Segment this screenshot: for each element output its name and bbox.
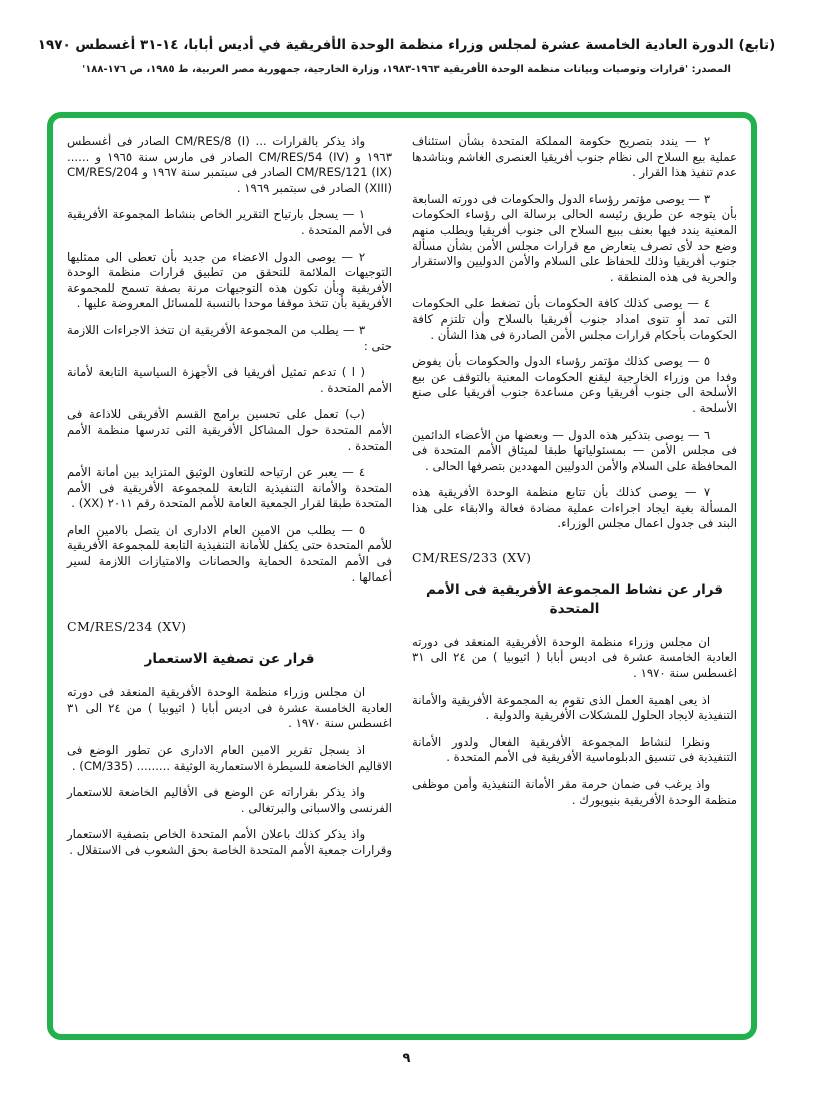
header-source-citation: المصدر: 'قرارات وتوصيات وبيانات منظمة الوحدة الأفريقية ١٩٦٣-١٩٨٣، وزارة الخارجية، جمهورية مصر العربية، ط ١٩٨٥، ص ١٧٦-١٨٨' bbox=[82, 63, 731, 75]
resolution-code-233: CM/RES/233 (XV) bbox=[412, 550, 532, 566]
subparagraph-b: (ب) تعمل على تحسين برامج القسم الأفريقى للاذاعة فى الأمم المتحدة حول المشاكل الأفريقية التى تدرسها منظمة الأمم المتحدة . bbox=[67, 407, 392, 453]
paragraph-2: ٢ — يندد بتصريح حكومة المملكة المتحدة بشأن استئناف عملية بيع السلاح الى نظام جنوب أفريقيا العنصرى الغاشم وبناشدها عدم تنفيذ هذا القرار . bbox=[412, 134, 737, 180]
resolution-title-233: قرار عن نشاط المجموعة الأفريقية فى الأمم المتحدة bbox=[425, 582, 724, 617]
resolution-234-preamble-1: ان مجلس وزراء منظمة الوحدة الأفريقية المنعقد فى دورته العادية الخامسة عشرة فى اديس أبابا ( اثيوبيا ) من ٢٤ الى ٣١ اغسطس سنة ١٩٧٠ . bbox=[67, 685, 392, 731]
resolution-233-preamble-4: واذ يرغب فى ضمان حرمة مقر الأمانة التنفيذية وأمن موظفى منظمة الوحدة الأفريقية بنيويورك . bbox=[412, 777, 737, 807]
paragraph-4: ٤ — يعبر عن ارتياحه للتعاون الوثيق المتزايد بين أمانة الأمم المتحدة والأمانة التنفيذية التابعة للمجموعة الأفريقية فى الأمم المتحدة طبقا لقرار الجمعية العامة للأمم المتحدة رقم ٢٠١١ (XX) . bbox=[67, 465, 392, 511]
paragraph-5: ٥ — يوصى كذلك مؤتمر رؤساء الدول والحكومات بأن يفوض وفدا من وزراء الخارجية ليقنع الحكومات المعنية بالتوقف عن بيع الأسلحة الى جنوب أفريقيا وعن مساعدة جنوب أفريقيا على صنع الأسلحة . bbox=[412, 354, 737, 415]
subparagraph-a: ( ا ) تدعم تمثيل أفريقيا فى الأجهزة السياسية التابعة لأمانة الأمم المتحدة . bbox=[67, 365, 392, 395]
highlighted-content-box bbox=[47, 112, 757, 1040]
resolution-title-234: قرار عن تصفية الاستعمار bbox=[144, 651, 315, 668]
column-right bbox=[412, 134, 737, 1024]
resolution-234-preamble-3: واذ يذكر بقراراته عن الوضع فى الأقاليم الخاضعة للاستعمار الفرنسى والاسبانى والبرتغالى . bbox=[67, 785, 392, 815]
page-number: ٩ bbox=[402, 1051, 411, 1066]
paragraph-4: ٤ — يوصى كذلك كافة الحكومات بأن تضغط على الحكومات التى تمد أو تنوى امداد جنوب أفريقيا بالسلاح وأن تلتزم كافة الحكومات بأحكام قرارات مجلس الأمن الصادرة فى هذا الشأن . bbox=[412, 296, 737, 342]
paragraph-2: ٢ — يوصى الدول الاعضاء من جديد بأن تعطى الى ممثليها التوجيهات الملائمة للتحقق من تطبيق قرارات منظمة الوحدة الأفريقية وبأن تكون هذه التوجيهات مرنة بصفة تسمح للمجموعة الأفريقية بأن تتخذ موقفا موحدا بالنسبة للمسائل المعروضة عليها . bbox=[67, 249, 392, 311]
page-header bbox=[24, 36, 789, 75]
paragraph-7: ٧ — يوصى كذلك بأن تتابع منظمة الوحدة الأفريقية هذه المسألة بغية ايجاد اجراءات عملية مضادة فعالة والابقاء على هذا البند فى جدول اعمال مجلس الوزراء. bbox=[412, 485, 737, 531]
resolution-233-preamble-1: ان مجلس وزراء منظمة الوحدة الأفريقية المنعقد فى دورته العادية الخامسة عشرة فى اديس أبابا ( اثيوبيا ) من ٢٤ الى ٣١ اغسطس سنة ١٩٧٠ . bbox=[412, 634, 737, 681]
paragraph-3: ٣ — يطلب من المجموعة الأفريقية ان تتخذ الاجراءات اللازمة حتى : bbox=[67, 322, 392, 353]
header-session-title: (تابع) الدورة العادية الخامسة عشرة لمجلس وزراء منظمة الوحدة الأفريقية في أديس أبابا، ١٤-٣١ أغسطس ١٩٧٠ bbox=[37, 37, 776, 53]
paragraph-3: ٣ — يوصى مؤتمر رؤساء الدول والحكومات فى دورته السابعة بأن يتوجه عن طريق رئيسه الحالى برسالة الى رؤساء الحكومات المعنية يندد فيها بعنف ببيع السلاح الى جنوب أفريقيا ويطلب منهم وضع حد لأى تصرف يتعارض مع قرارات مجلس الأمن بشأن مسألة جنوب أفريقيا وذلك للحفاظ على السلام والأمن الدوليين والاستقرار والحرية فى هذه المنطقة . bbox=[412, 191, 737, 284]
resolution-234-preamble-2: اذ يسجل تقرير الامين العام الادارى عن تطور الوضع فى الاقاليم الخاضعة للسيطرة الاستعمارية الوثيقة ......... (CM/335) . bbox=[67, 742, 392, 773]
resolution-code-234: CM/RES/234 (XV) bbox=[67, 619, 187, 635]
resolution-233-preamble-3: ونظرا لنشاط المجموعة الأفريقية الفعال ولدور الأمانة التنفيذية فى تنسيق الدبلوماسية الأفريقية فى الأمم المتحدة . bbox=[412, 734, 737, 765]
resolution-234-preamble-4: واذ يذكر كذلك باعلان الأمم المتحدة الخاص بتصفية الاستعمار وقرارات جمعية الأمم المتحدة الخاصة بحق الشعوب فى الاستقلال . bbox=[67, 827, 392, 857]
paragraph-1: ١ — يسجل بارتياح التقرير الخاص بنشاط المجموعة الأفريقية فى الأمم المتحدة . bbox=[67, 207, 392, 237]
column-left bbox=[67, 134, 392, 1024]
paragraph-6: ٦ — يوصى بتذكير هذه الدول — وبعضها من الأعضاء الدائمين فى مجلس الأمن — بمسئولياتها طبقا لميثاق الأمم المتحدة فى المحافظة على السلام والأمن الدوليين المهددين بتصرفها الحالى . bbox=[412, 427, 737, 473]
resolution-233-preamble-2: اذ يعى اهمية العمل الذى تقوم به المجموعة الأفريقية والأمانة التنفيذية لايجاد الحلول للمشكلات الأفريقية والدولية . bbox=[412, 692, 737, 723]
recall-resolutions-paragraph: واذ يذكر بالقرارات ... CM/RES/8 (I) الصادر فى أغسطس ١٩٦٣ و CM/RES/54 (IV) الصادر فى مارس سنة ١٩٦٥ و ...... CM/RES/121 (IX) الصادر فى سبتمبر سنة ١٩٦٧ و CM/RES/204 (XIII) الصادر فى سبتمبر ١٩٦٩ . bbox=[67, 134, 392, 195]
paragraph-5: ٥ — يطلب من الامين العام الادارى ان يتصل بالامين العام للأمم المتحدة حتى يكفل للأمانة التنفيذية التابعة للمجموعة الأفريقية فى الأمم المتحدة الحماية والحصانات والامتيازات اللازمة لسير أعمالها . bbox=[67, 522, 392, 584]
